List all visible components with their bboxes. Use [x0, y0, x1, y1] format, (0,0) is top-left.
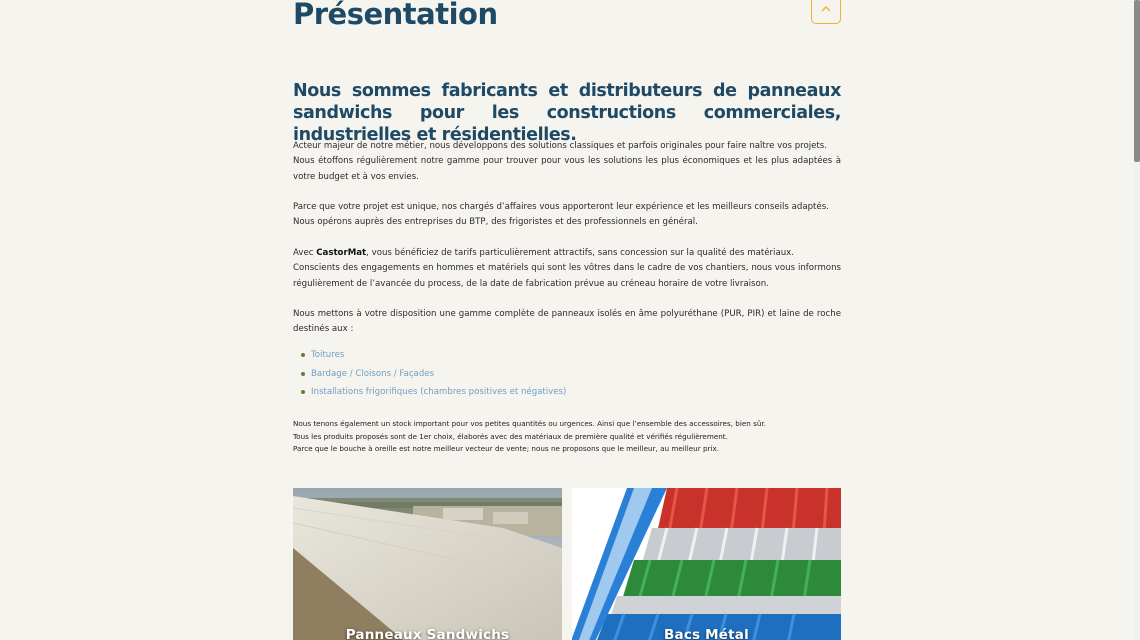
paragraph-line: [293, 246, 841, 261]
link-installations-frigorifiques[interactable]: Installations frigorifiques (chambres positives et négatives): [311, 387, 567, 397]
note-line: Parce que le bouche à oreille est notre meilleur vecteur de vente; nous ne proposons que le meilleur, au meilleur prix.: [293, 444, 720, 454]
scrollbar[interactable]: [1134, 0, 1140, 640]
paragraph-line: Parce que votre projet est unique, nos chargés d’affaires vous apporteront leur expérience et les meilleurs conseils adaptés.: [293, 202, 829, 212]
link-bardage[interactable]: Bardage / Cloisons / Façades: [311, 368, 435, 379]
text-fragment: , vous bénéficiez de tarifs particulièrement attractifs, sans concession sur la qualité des matériaux.: [366, 248, 794, 258]
paragraph-1: [293, 139, 841, 185]
card-bacs-metal[interactable]: [572, 488, 841, 640]
brand-name: CastorMat: [316, 248, 367, 258]
paragraph-4: [293, 307, 841, 338]
stock-note: [293, 418, 841, 456]
paragraph-line: Nous étoffons régulièrement notre gamme pour trouver pour vous les solutions les plus économiques et les plus adaptées à votre budget et à vos envies.: [293, 156, 841, 182]
scrollbar-thumb[interactable]: [1134, 0, 1140, 162]
card-label: Panneaux Sandwichs: [345, 627, 510, 640]
paragraph-2: [293, 200, 841, 231]
note-line: Tous les produits proposés sont de 1er choix, élaborés avec des matériaux de première qualité et vérifiés régulièrement.: [293, 431, 728, 441]
card-panneaux-sandwichs[interactable]: [293, 488, 562, 640]
list-item: [303, 383, 566, 402]
paragraph-3: [293, 246, 841, 292]
headline: Nous sommes fabricants et distributeurs de panneaux sandwichs pour les constructions commerciales, industrielles et résidentielles.: [293, 81, 841, 145]
paragraph-line: Conscients des engagements en hommes et matériels qui sont les vôtres dans le cadre de vos chantiers, nous vous informons régulièrement de l’avancée du process, de la date de fabrication prévue au créneau horaire de votre livraison.: [293, 263, 841, 289]
card-label: Bacs Métal: [664, 627, 749, 640]
list-item: [303, 365, 566, 384]
scroll-to-top-button[interactable]: [811, 0, 841, 24]
link-toitures[interactable]: Toitures: [311, 350, 345, 360]
page-title: Présentation: [293, 0, 498, 31]
list-item: [303, 346, 566, 365]
paragraph-line: Nous opérons auprès des entreprises du BTP, des frigoristes et des professionnels en général.: [293, 217, 698, 228]
paragraph-line: Nous mettons à votre disposition une gamme complète de panneaux isolés en âme polyuréthane (PUR, PIR) et laine de roche destinés aux :: [293, 309, 841, 335]
product-list: [303, 346, 566, 402]
roof-photo-image: [293, 488, 562, 640]
note-line: Nous tenons également un stock important pour vos petites quantités ou urgences. Ainsi que l’ensemble des accessoires, bien sûr.: [293, 419, 766, 428]
chevron-up-icon: [820, 3, 832, 15]
text-fragment: Avec: [293, 248, 317, 258]
metal-sheets-image: [572, 488, 841, 640]
paragraph-line: Acteur majeur de notre métier, nous développons des solutions classiques et parfois originales pour faire naître vos projets.: [293, 141, 828, 151]
